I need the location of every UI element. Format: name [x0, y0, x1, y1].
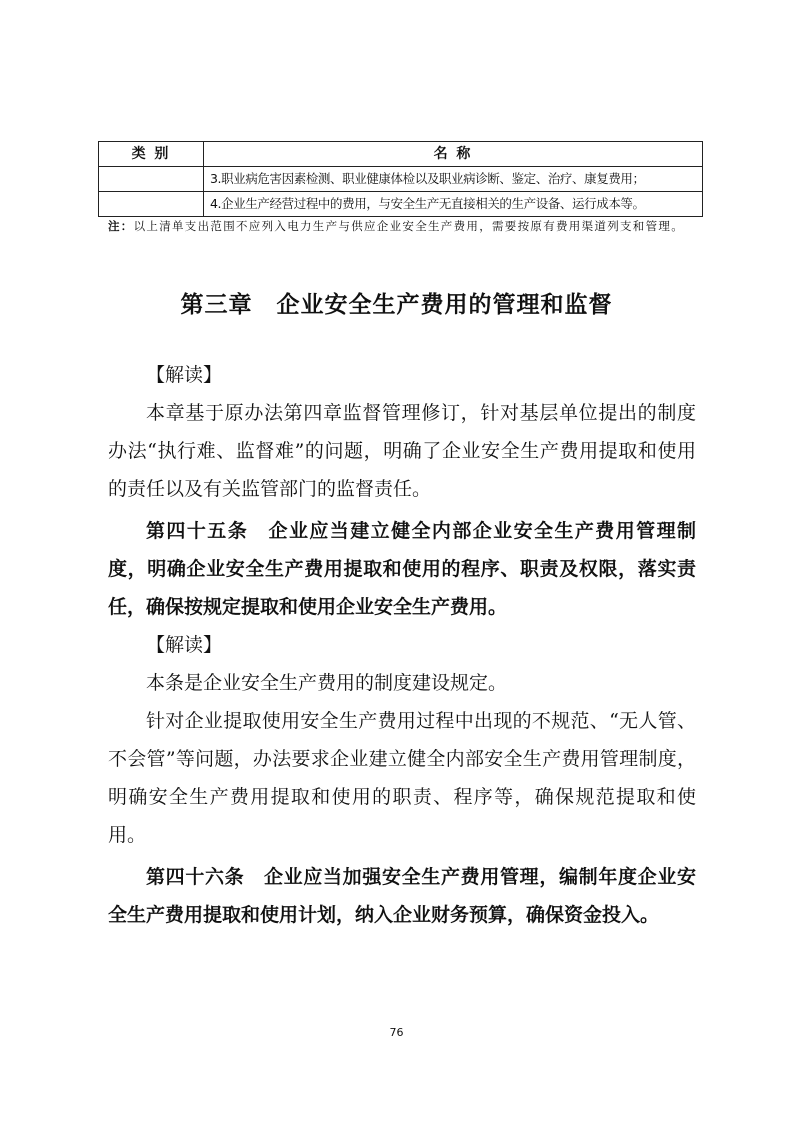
cell-name: 4.企业生产经营过程中的费用，与安全生产无直接相关的生产设备、运行成本等。 — [204, 192, 703, 217]
paragraph: 本条是企业安全生产费用的制度建设规定。 — [146, 672, 508, 694]
header-category: 类 别 — [99, 142, 204, 167]
table-row — [99, 192, 703, 217]
header-name: 名 称 — [204, 142, 703, 167]
body-text — [108, 356, 696, 934]
page-number: 76 — [389, 1026, 404, 1039]
paragraph-label: 【解读】 — [146, 364, 223, 386]
table-header-row — [99, 142, 703, 167]
article-46: 第四十六条 企业应当加强安全生产费用管理，编制年度企业安全生产费用提取和使用计划，纳入企业财务预算，确保资金投入。 — [108, 866, 696, 926]
paragraph: 本章基于原办法第四章监督管理修订，针对基层单位提出的制度办法“执行难、监督难”的问题，明确了企业安全生产费用提取和使用的责任以及有关监管部门的监督责任。 — [108, 402, 696, 500]
note-label: 注： — [108, 219, 134, 233]
cell-name: 3.职业病危害因素检测、职业健康体检以及职业病诊断、鉴定、治疗、康复费用； — [204, 167, 703, 192]
expense-table — [98, 141, 703, 217]
table-note — [108, 216, 698, 236]
paragraph-label: 【解读】 — [146, 634, 223, 656]
cell-category — [99, 192, 204, 217]
table-row — [99, 167, 703, 192]
note-text: 以上清单支出范围不应列入电力生产与供应企业安全生产费用，需要按原有费用渠道列支和管理。 — [133, 219, 685, 233]
paragraph: 针对企业提取使用安全生产费用过程中出现的不规范、“无人管、不会管”等问题，办法要求企业建立健全内部安全生产费用管理制度，明确安全生产费用提取和使用的职责、程序等，确保规范提取和使用。 — [108, 710, 696, 846]
chapter-title: 第三章 企业安全生产费用的管理和监督 — [180, 292, 613, 318]
cell-category — [99, 167, 204, 192]
article-45: 第四十五条 企业应当建立健全内部企业安全生产费用管理制度，明确企业安全生产费用提取和使用的程序、职责及权限，落实责任，确保按规定提取和使用企业安全生产费用。 — [108, 520, 696, 618]
